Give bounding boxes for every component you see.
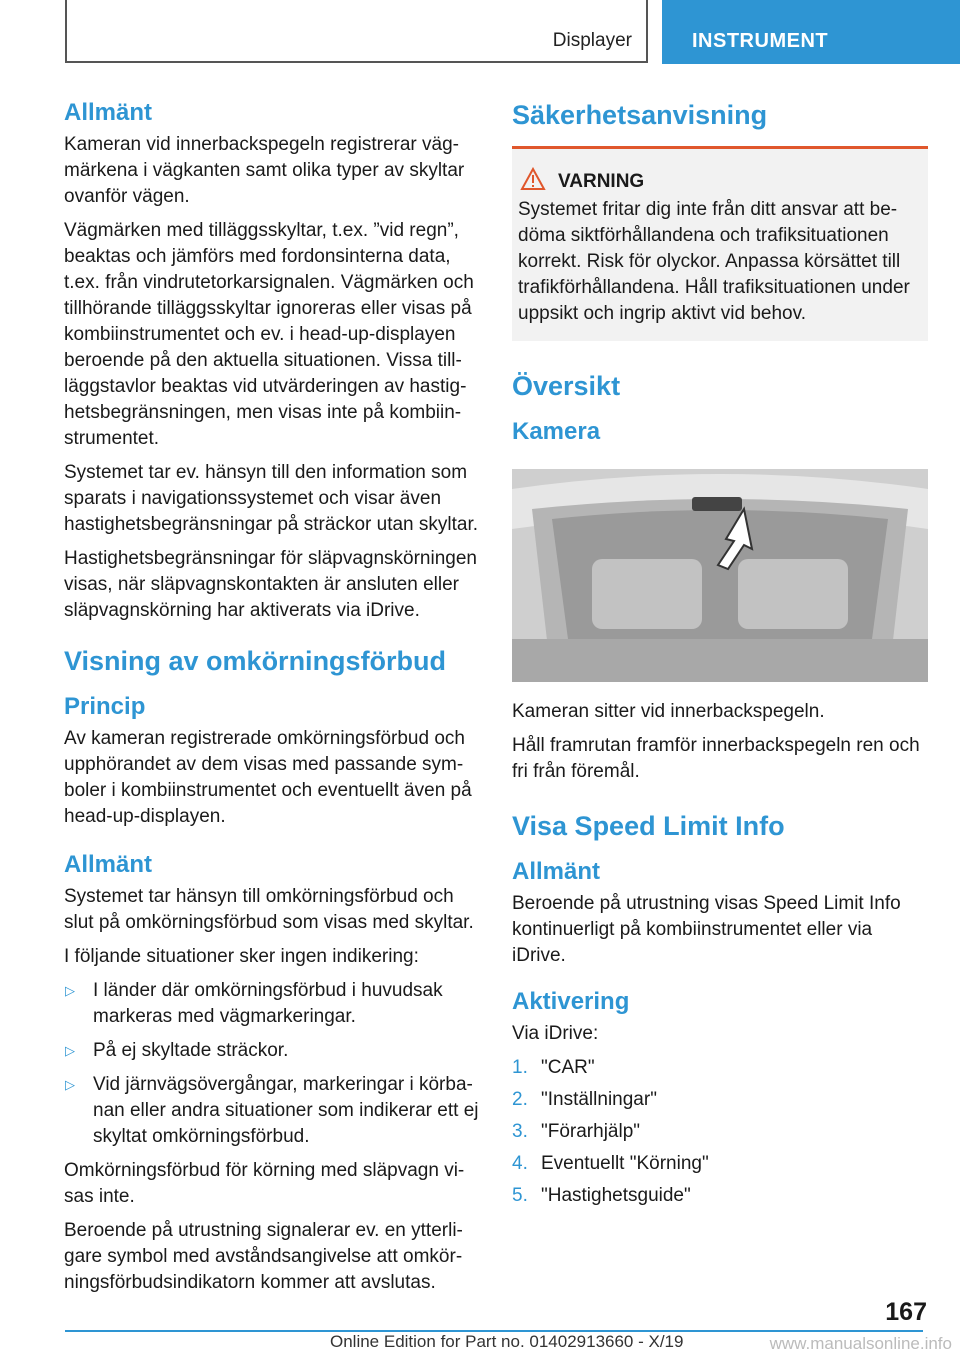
paragraph: Vägmärken med tilläggsskyltar, t.ex. ”vid regn”, beaktas och jämförs med fordonsinterna data, t.ex. från vindrutetorkarsignalen. Vägmärken och tillhörande tilläggsskyltar ignoreras eller visas på kombiinstrumentet och ev. i head-up-displayen beroende på den aktuella situationen. Vissa tillläggstavlor beaktas vid utvärderingen av hastighetsbegränsningen, men visas inte på kombiinstrumentet. bbox=[64, 220, 474, 449]
triangle-bullet-icon: ▷ bbox=[65, 983, 75, 998]
header-chapter-tab bbox=[662, 0, 960, 64]
triangle-bullet-icon: ▷ bbox=[65, 1077, 75, 1092]
heading-aktivering: Aktivering bbox=[512, 988, 630, 1015]
heading-allmant: Allmänt bbox=[64, 99, 153, 126]
paragraph: Via iDrive: bbox=[512, 1023, 599, 1044]
paragraph: Beroende på utrustning signalerar ev. en ytterligare symbol med avståndsangivelse att omkörningsförbudsindikatorn kommer att avslutas. bbox=[64, 1220, 463, 1293]
page-number: 167 bbox=[885, 1298, 927, 1326]
paragraph: Beroende på utrustning visas Speed Limit Info kontinuerligt på kombiinstrumentet eller via iDrive. bbox=[512, 893, 901, 966]
bullet-item: ▷ Vid järnvägsövergångar, markeringar i körbanan eller andra situationer som indikerar ett ej skyltat omkörningsförbud. bbox=[65, 1074, 479, 1147]
paragraph: Kameran sitter vid innerbackspegeln. bbox=[512, 701, 825, 722]
triangle-bullet-icon: ▷ bbox=[65, 1043, 75, 1058]
paragraph: Systemet tar hänsyn till omkörningsförbud och slut på omkörningsförbud som visas med skyltar. bbox=[64, 886, 474, 933]
list-item: 5. "Hastighetsguide" bbox=[512, 1185, 691, 1206]
list-item: 2. "Inställningar" bbox=[512, 1089, 657, 1110]
heading-sakerhetsanvisning: Säkerhetsanvisning bbox=[512, 100, 768, 130]
heading-allmant: Allmänt bbox=[64, 851, 153, 878]
list-item: 4. Eventuellt "Körning" bbox=[512, 1153, 709, 1174]
footer-watermark: www.manualsonline.info bbox=[769, 1334, 952, 1353]
bullet-item: ▷ I länder där omkörningsförbud i huvudsak markeras med vägmarkeringar. bbox=[65, 980, 443, 1027]
paragraph: Systemet tar ev. hänsyn till den information som sparats i navigationssystemet och visar även hastighetsbegränsningar på sträckor utan skyltar. bbox=[64, 462, 479, 535]
heading-allmant: Allmänt bbox=[512, 858, 601, 885]
paragraph: Kameran vid innerbackspegeln registrerar vägmärkena i vägkanten samt olika typer av skyltar ovanför vägen. bbox=[64, 134, 465, 207]
camera-photo bbox=[512, 469, 928, 682]
header-section-title: Displayer bbox=[552, 30, 632, 51]
left-column bbox=[64, 98, 479, 1304]
heading-visa-speed-limit-info: Visa Speed Limit Info bbox=[512, 811, 785, 841]
bullet-item: ▷ På ej skyltade sträckor. bbox=[64, 1038, 479, 1064]
header-section-box bbox=[65, 0, 648, 63]
right-column bbox=[512, 98, 928, 1215]
paragraph: Av kameran registrerade omkörningsförbud och upphörandet av dem visas med passande symboler i kombiinstrumentet och eventuellt även på head-up-displayen. bbox=[64, 728, 472, 827]
header-chapter-title: INSTRUMENT bbox=[692, 30, 829, 52]
heading-kamera: Kamera bbox=[512, 418, 601, 445]
heading-princip: Princip bbox=[64, 693, 146, 720]
paragraph: Omkörningsförbud för körning med släpvagn visas inte. bbox=[64, 1160, 465, 1207]
warning-triangle-icon bbox=[520, 167, 546, 191]
paragraph: I följande situationer sker ingen indikering: bbox=[64, 946, 419, 967]
heading-visning: Visning av omkörningsförbud bbox=[64, 646, 447, 676]
heading-oversikt: Översikt bbox=[512, 371, 621, 401]
warning-title: VARNING bbox=[558, 171, 918, 193]
warning-text: Systemet fritar dig inte från ditt ansvar att bedöma siktförhållandena och trafiksituationen korrekt. Risk för olyckor. Anpassa körsättet till trafikförhållandena. Håll trafiksituationen under uppsikt och ingrip aktivt vid behov. bbox=[518, 199, 910, 324]
list-item: 3. "Förarhjälp" bbox=[512, 1121, 641, 1142]
paragraph: Hastighetsbegränsningar för släpvagnskörningen visas, när släpvagnskontakten är ansluten eller släpvagnskörning har aktiverats via iDrive. bbox=[64, 548, 477, 621]
list-item: 1. "CAR" bbox=[512, 1057, 595, 1078]
paragraph: Håll framrutan framför innerbackspegeln ren och fri från föremål. bbox=[512, 735, 920, 782]
warning-box bbox=[512, 146, 928, 341]
footer-edition: Online Edition for Part no. 01402913660 - X/19 bbox=[330, 1332, 684, 1351]
